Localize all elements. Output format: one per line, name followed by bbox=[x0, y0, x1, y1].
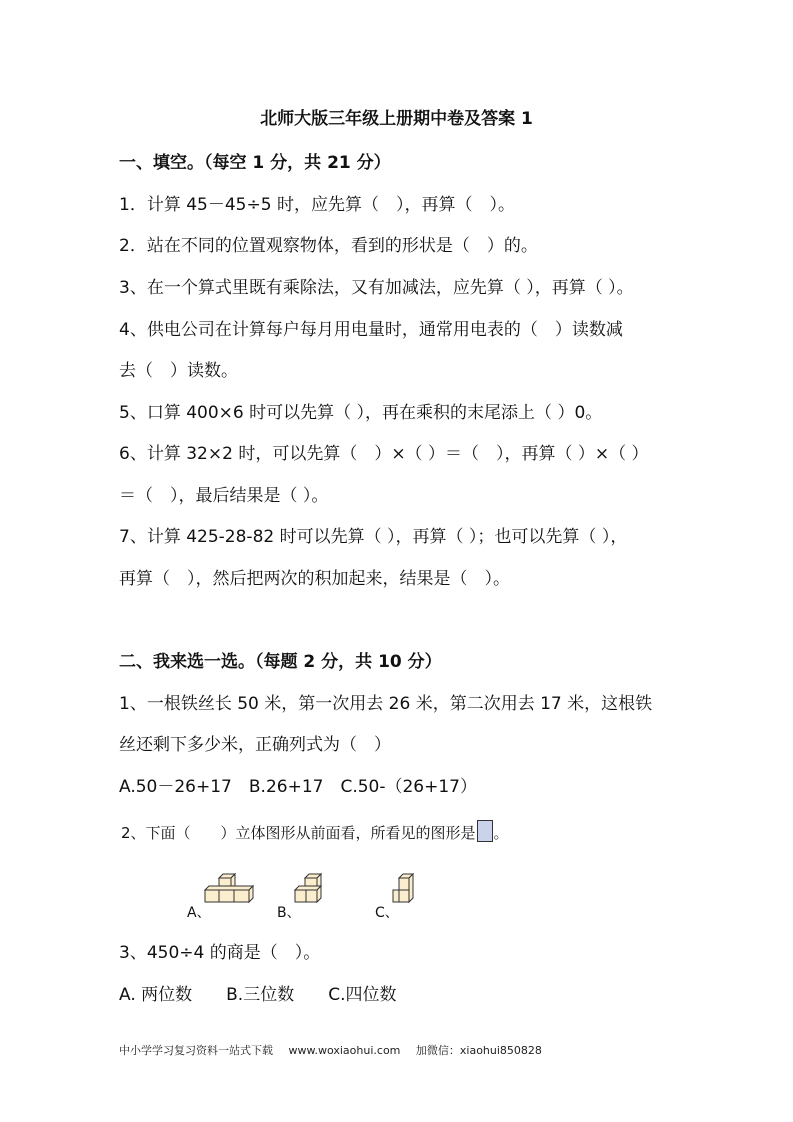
section2-heading: 二、我来选一选。（每题 2 分，共 10 分） bbox=[119, 652, 442, 672]
q2-2-end: 。 bbox=[493, 824, 509, 842]
section1-heading: 一、填空。（每空 1 分，共 21 分） bbox=[119, 153, 391, 173]
q1-2: 2．站在不同的位置观察物体，看到的形状是（ ）的。 bbox=[119, 236, 538, 256]
figure-a bbox=[187, 874, 257, 924]
figure-c bbox=[375, 874, 445, 924]
figure-b-label: B、 bbox=[277, 905, 301, 921]
q1-3: 3、在一个算式里既有乘除法，又有加减法，应先算（ ），再算（ ）。 bbox=[119, 278, 634, 298]
q2-1-line1: 1、一根铁丝长 50 米，第一次用去 26 米，第二次用去 17 米，这根铁 bbox=[119, 694, 653, 714]
figure-a-label: A、 bbox=[187, 905, 211, 921]
figure-b bbox=[277, 874, 347, 924]
q1-7-line1: 7、计算 425-28-82 时可以先算（ ），再算（ ）；也可以先算（ ）， bbox=[119, 527, 628, 547]
q1-4-line2: 去（ ）读数。 bbox=[119, 361, 238, 381]
q1-4-line1: 4、供电公司在计算每户每月用电量时，通常用电表的（ ）读数减 bbox=[119, 320, 623, 340]
cube-stack-a-icon bbox=[201, 874, 261, 914]
q2-2-text: 2、下面（ ）立体图形从前面看，所看见的图形是 bbox=[121, 824, 476, 842]
page-title: 北师大版三年级上册期中卷及答案 1 bbox=[260, 109, 533, 129]
q2-1-options: A.50－26+17 B.26+17 C.50-（26+17） bbox=[119, 777, 477, 797]
footer-site[interactable]: www.woxiaohui.com bbox=[288, 1044, 401, 1057]
footer-wechat: 加微信：xiaohui850828 bbox=[415, 1044, 542, 1057]
q1-6-line1: 6、计算 32×2 时，可以先算（ ）×（ ）＝（ ），再算（ ）×（ ） bbox=[119, 444, 649, 464]
footer-left: 中小学学习复习资料一站式下载 bbox=[119, 1044, 273, 1057]
page-footer bbox=[119, 1042, 554, 1058]
q2-1-line2: 丝还剩下多少米，正确列式为（ ） bbox=[119, 735, 391, 755]
q2-3-options: A. 两位数 B.三位数 C.四位数 bbox=[119, 985, 397, 1005]
q1-7-line2: 再算（ ），然后把两次的积加起来，结果是（ ）。 bbox=[119, 569, 510, 589]
q2-2-figures bbox=[185, 874, 445, 924]
cube-stack-b-icon bbox=[291, 874, 341, 914]
figure-c-label: C、 bbox=[375, 905, 399, 921]
q1-1: 1．计算 45－45÷5 时，应先算（ ），再算（ ）。 bbox=[119, 195, 515, 215]
cube-stack-c-icon bbox=[389, 874, 429, 914]
q1-5: 5、口算 400×6 时可以先算（ ），再在乘积的末尾添上（ ）0。 bbox=[119, 403, 603, 423]
q2-2 bbox=[121, 820, 509, 843]
q1-6-line2: ＝（ ），最后结果是（ ）。 bbox=[119, 486, 329, 506]
front-view-square-icon bbox=[477, 820, 493, 842]
q2-3: 3、450÷4 的商是（ ）。 bbox=[119, 943, 321, 963]
